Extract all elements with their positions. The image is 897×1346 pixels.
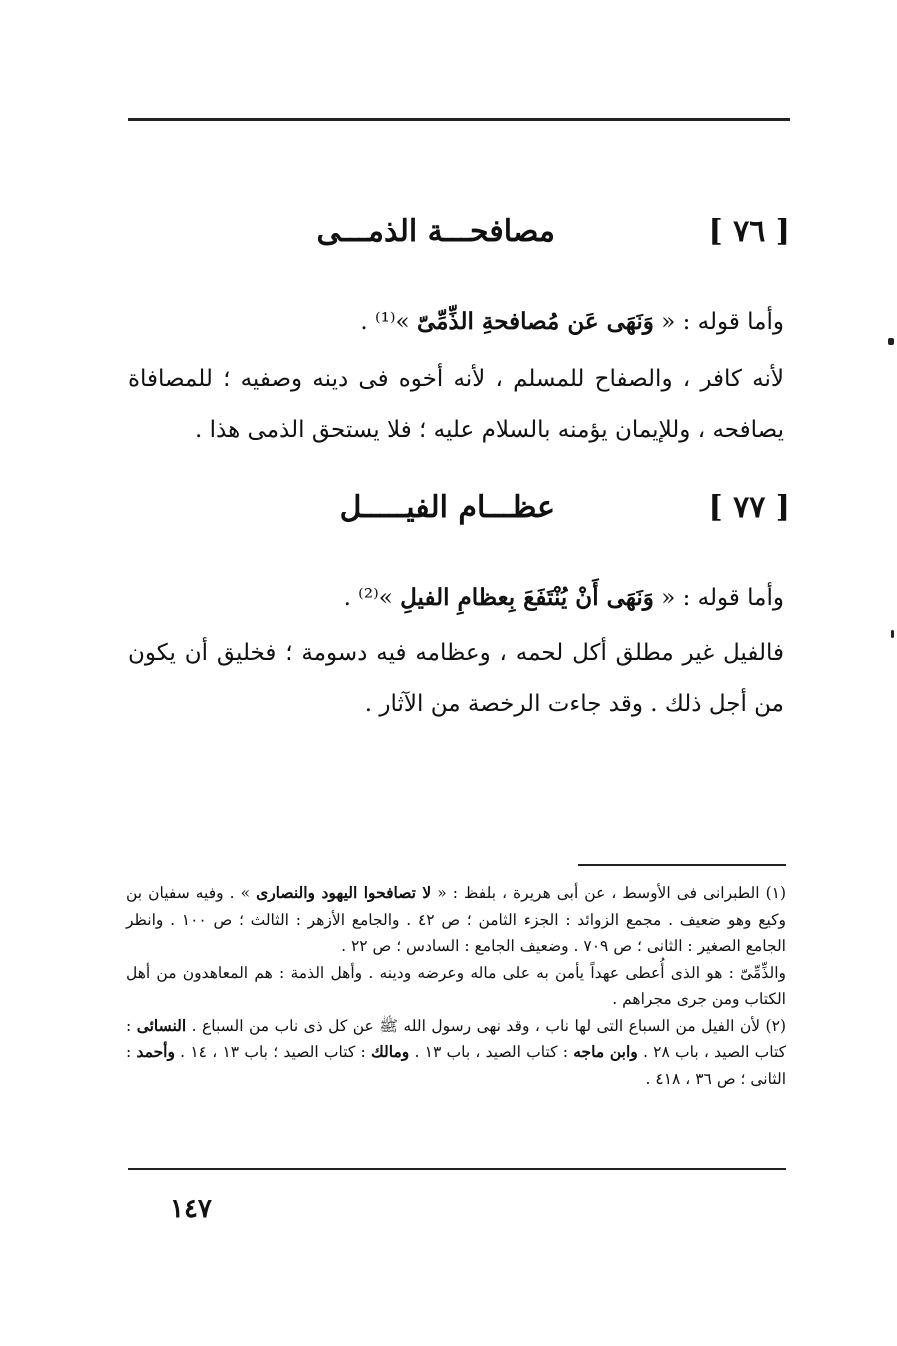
footnote-2 (126, 1013, 786, 1093)
hadith-quote: وَنَهَى أَنْ يُنْتَفَعَ بِعظامِ الفيلِ (400, 584, 654, 611)
source-malik: ومالك (370, 1042, 410, 1061)
section-76-explanation: لأنه كافر ، والصفاح للمسلم ، لأنه أخوه فى دينه وصفيه ؛ للمصافاة يصافحه ، وللإيمان يؤمنه بالسلام عليه ؛ فلا يستحق الذمى هذا . (128, 366, 784, 443)
hadith-tail: »⁽¹⁾ . (360, 309, 417, 335)
section-76-number: [ ٧٦ ] (708, 214, 790, 249)
footnote-1-quote: لا تصافحوا اليهود والنصارى (256, 883, 432, 902)
section-77-hadith (128, 572, 784, 624)
hadith-tail: »⁽²⁾ . (343, 585, 401, 611)
section-76-hadith (128, 296, 784, 348)
footnote-2-ref: : كتاب الصيد ، باب ١٣ . (409, 1043, 574, 1061)
footnote-1-definition: والذِّمِّىّ : هو الذى أُعطى عهداً يأمن به على ماله وعرضه ودينه . وأهل الذمة : هم المعاهدون من أهل الكتاب ومن جرى مجراهم . (126, 963, 786, 1008)
footnote-2-ref: : كتاب الصيد ، باب ٢٨ . (126, 1016, 787, 1061)
hadith-lead: وأما قوله : « (653, 309, 784, 335)
hadith-lead: وأما قوله : « (653, 585, 784, 611)
section-77-title: عظـــام الفيـــــل (339, 490, 555, 525)
scan-speck (888, 338, 894, 345)
footnote-2-ref: : كتاب الصيد ؛ باب ١٣ ، ١٤ . (174, 1043, 371, 1061)
top-rule (128, 118, 790, 121)
hadith-quote: وَنَهَى عَن مُصافحةِ الذِّمِّىّ (416, 308, 654, 335)
scan-speck (891, 630, 894, 638)
source-nasai: النسائى (136, 1015, 187, 1035)
page-number: ١٤٧ (170, 1194, 212, 1224)
footnote-2-ref: : الثانى ؛ ص ٣٦ ، ٤١٨ . (126, 1043, 786, 1088)
section-76-heading (128, 214, 790, 264)
footnote-1-sources: » . وفيه سفيان بن وكيع وهو ضعيف . مجمع الزوائد : الجزء الثامن ؛ ص ٤٢ . والجامع الأزهر : الثالث ؛ ص ١٠٠ . وانظر الجامع الصغير : الثانى ؛ ص ٧٠٩ . وضعيف الجامع : السادس ؛ ص ٢٢ . (126, 884, 787, 955)
footnotes (126, 880, 786, 1092)
section-77-heading (128, 490, 790, 540)
section-76-title: مصافحـــة الذمـــى (316, 214, 555, 249)
footnote-1 (126, 880, 786, 960)
bottom-rule (128, 1168, 786, 1170)
footnote-1-text: (١) الطبرانى فى الأوسط ، عن أبى هريرة ، بلفظ : « (431, 884, 787, 902)
footnote-separator (578, 864, 786, 866)
footnote-2-text: (٢) لأن الفيل من السباع التى لها ناب ، وقد نهى رسول الله ﷺ عن كل ذى ناب من السباع . (186, 1016, 786, 1035)
section-77-number: [ ٧٧ ] (708, 490, 790, 525)
source-ahmad: وأحمد (136, 1042, 175, 1061)
section-77-explanation: فالفيل غير مطلق أكل لحمه ، وعظامه فيه دسومة ؛ فخليق أن يكون من أجل ذلك . وقد جاءت الرخصة من الآثار . (128, 640, 784, 717)
source-ibn-majah: وابن ماجه (573, 1042, 638, 1061)
